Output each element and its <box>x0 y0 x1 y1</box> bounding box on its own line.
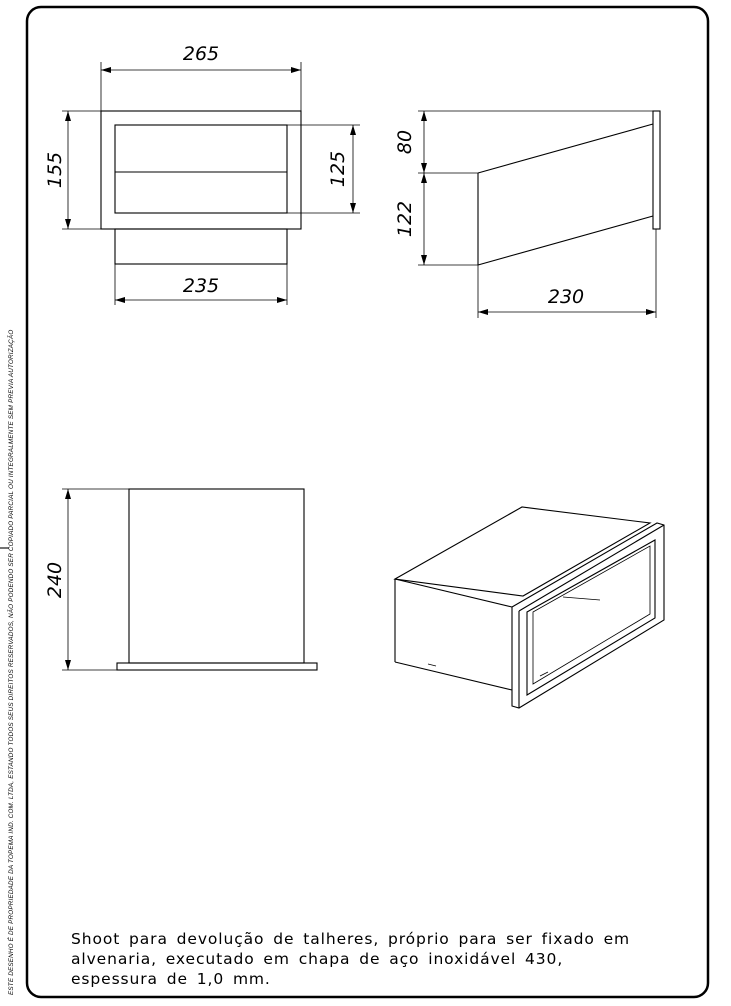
iso-opening-inner <box>533 546 650 684</box>
side-body-top <box>478 124 653 173</box>
top-view <box>44 489 317 670</box>
dim-front-height-label: 155 <box>44 151 66 189</box>
front-body-below-flange <box>115 229 287 264</box>
dimension-240 <box>44 489 129 670</box>
dimension-155 <box>44 111 101 229</box>
product-description <box>71 929 671 989</box>
iso-flange-edge <box>519 525 664 611</box>
dim-body-width-label: 235 <box>182 275 220 297</box>
side-body-bottom <box>478 216 653 265</box>
description-line-1: Shoot para devolução de talheres, próprio para ser fixado em <box>71 930 631 948</box>
dimension-265 <box>101 43 301 111</box>
dim-opening-height-label: 125 <box>327 150 349 188</box>
dim-front-width-label: 265 <box>182 43 220 65</box>
dim-top-height-label: 240 <box>44 561 66 599</box>
iso-front-top-edge <box>395 579 512 607</box>
side-flange <box>653 111 660 229</box>
dimension-80-122 <box>394 111 653 265</box>
iso-opening-outer <box>527 540 655 695</box>
dimension-125 <box>287 125 360 213</box>
top-body-outline <box>129 489 304 663</box>
dim-flange-offset-label: 80 <box>394 129 416 155</box>
iso-front-bottom-edge <box>395 662 512 690</box>
dim-body-height-label: 122 <box>394 200 416 238</box>
iso-top-face <box>395 507 650 596</box>
front-flange-outline <box>101 111 301 229</box>
iso-back-edge-1 <box>428 664 436 666</box>
iso-inner-depth-line <box>563 597 600 600</box>
top-flange-base <box>117 663 317 670</box>
front-opening-outline <box>115 125 287 213</box>
dimension-230 <box>478 229 656 318</box>
description-line-2: alvenaria, executado em chapa de aço inoxidável 430, <box>71 950 564 968</box>
front-view <box>44 43 360 305</box>
side-view <box>394 111 660 318</box>
description-line-3: espessura de 1,0 mm. <box>71 970 271 988</box>
isometric-view <box>395 507 664 708</box>
copyright-note: ESTE DESENHO É DE PROPRIEDADE DA TOPEMA IND. COM. LTDA, ESTANDO TODOS SEUS DIREITOS RESERVADOS, NÃO PODENDO SER COPIADO PARCIAL OU INTEGRALMENTE SEM PREVIA AUTORIZAÇÃO <box>8 329 15 995</box>
dim-depth-label: 230 <box>547 286 585 308</box>
dimension-235 <box>115 264 287 305</box>
